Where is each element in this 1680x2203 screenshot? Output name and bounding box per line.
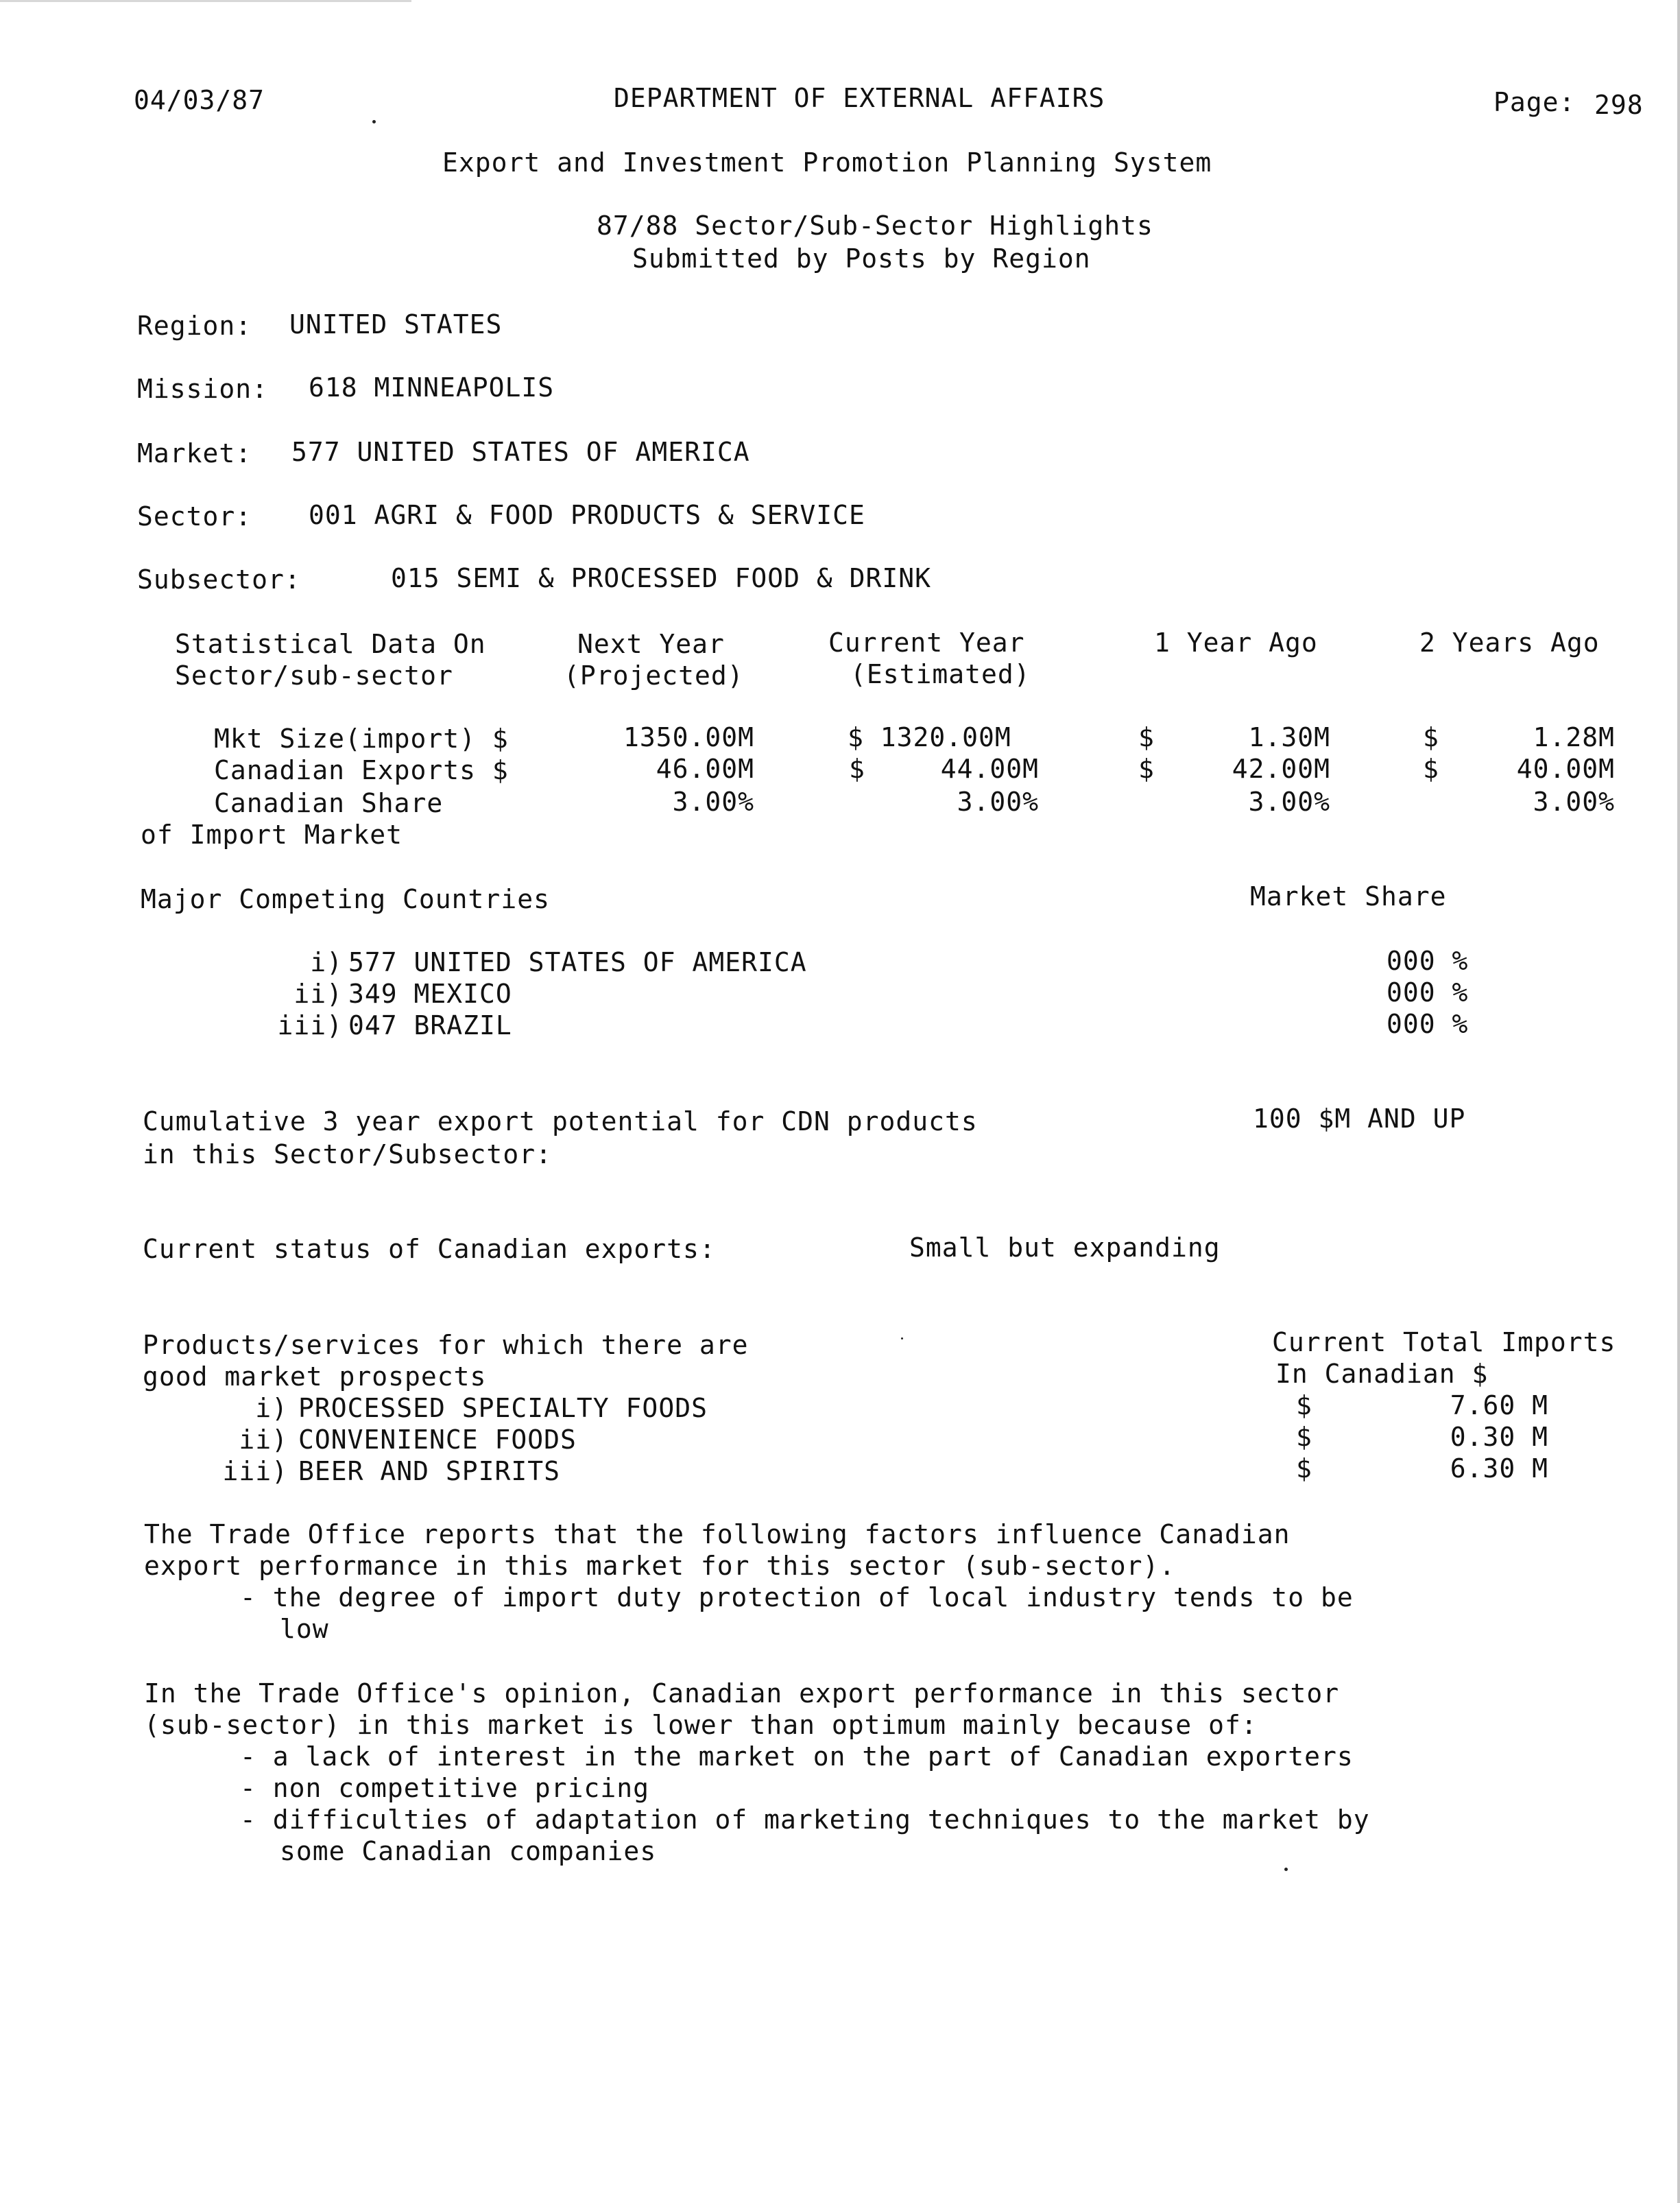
competitors-heading: Major Competing Countries — [141, 884, 550, 914]
current-status-value: Small but expanding — [909, 1233, 1221, 1263]
competitor-1-share: 000 % — [1387, 946, 1469, 976]
mkt-size-2yr-value: 1.28M — [1533, 722, 1615, 752]
exports-2yr-currency: $ — [1423, 754, 1439, 784]
report-subtitle: Submitted by Posts by Region — [632, 243, 1091, 274]
subsector-value: 015 SEMI & PROCESSED FOOD & DRINK — [391, 563, 931, 593]
export-potential-value: 100 $M AND UP — [1253, 1104, 1466, 1134]
prospect-3-currency: $ — [1296, 1453, 1312, 1484]
imports-heading-line2: In Canadian $ — [1275, 1359, 1489, 1389]
factor-item-line2: low — [280, 1614, 329, 1644]
competitor-3-share: 000 % — [1387, 1009, 1469, 1039]
export-potential-label: Cumulative 3 year export potential for CDN products — [143, 1106, 978, 1136]
sector-label: Sector: — [137, 501, 252, 532]
scan-edge-top — [0, 0, 411, 2]
exports-1yr-currency: $ — [1138, 754, 1155, 784]
scan-edge-right — [1677, 0, 1680, 2203]
prospect-1-value: 7.60 M — [1450, 1390, 1548, 1420]
prospects-label-line2: good market prospects — [143, 1361, 487, 1392]
opinion-item-1: - a lack of interest in the market on the part of Canadian exporters — [240, 1741, 1354, 1772]
exports-2yr-value: 40.00M — [1516, 754, 1615, 784]
mission-value: 618 MINNEAPOLIS — [309, 372, 555, 403]
imports-heading: Current Total Imports — [1272, 1327, 1616, 1357]
row-label-mkt-size: Mkt Size(import) $ — [214, 724, 509, 754]
row-label-canadian-share: Canadian Share — [214, 788, 444, 818]
system-title: Export and Investment Promotion Planning System — [442, 147, 1212, 178]
competitor-2-name: 349 MEXICO — [348, 979, 512, 1009]
market-value: 577 UNITED STATES OF AMERICA — [291, 437, 750, 467]
competitor-1-index: i) — [310, 947, 343, 977]
col-next-year: Next Year — [577, 629, 725, 659]
col-next-year-sub: (Projected) — [564, 660, 744, 691]
prospect-2-index: ii) — [239, 1425, 288, 1455]
subsector-label: Subsector: — [137, 564, 301, 595]
prospect-2-value: 0.30 M — [1450, 1422, 1548, 1452]
competitor-1-name: 577 UNITED STATES OF AMERICA — [348, 947, 807, 977]
report-title: 87/88 Sector/Sub-Sector Highlights — [597, 211, 1153, 241]
share-next-year: 3.00% — [672, 787, 754, 817]
opinion-intro: In the Trade Office's opinion, Canadian export performance in this sector — [144, 1678, 1340, 1708]
col-current-year: Current Year — [828, 628, 1025, 658]
scan-speck — [901, 1337, 903, 1339]
col-2-years-ago: 2 Years Ago — [1419, 628, 1600, 658]
competitor-2-share: 000 % — [1387, 977, 1469, 1008]
scan-speck — [1284, 1868, 1288, 1871]
factor-item: - the degree of import duty protection of local industry tends to be — [240, 1582, 1354, 1612]
region-value: UNITED STATES — [289, 309, 503, 340]
export-potential-label-line2: in this Sector/Subsector: — [143, 1139, 552, 1169]
prospect-3-name: BEER AND SPIRITS — [298, 1456, 561, 1486]
stats-heading-line2: Sector/sub-sector — [175, 660, 453, 691]
mkt-size-current-year: $ 1320.00M — [848, 722, 1011, 752]
factors-intro-line2: export performance in this market for this sector (sub-sector). — [144, 1551, 1176, 1581]
mkt-size-1yr-value: 1.30M — [1248, 722, 1330, 752]
current-status-label: Current status of Canadian exports: — [143, 1234, 716, 1264]
mkt-size-2yr-currency: $ — [1423, 722, 1439, 752]
exports-current-currency: $ — [849, 754, 865, 784]
prospect-1-name: PROCESSED SPECIALTY FOODS — [298, 1393, 708, 1423]
department-name: DEPARTMENT OF EXTERNAL AFFAIRS — [614, 83, 1105, 113]
prospect-2-currency: $ — [1296, 1422, 1312, 1452]
opinion-item-2: - non competitive pricing — [240, 1773, 649, 1803]
col-1-year-ago: 1 Year Ago — [1154, 628, 1318, 658]
page-number: 298 — [1594, 90, 1644, 120]
page-label: Page: — [1493, 87, 1576, 117]
share-2yr-ago: 3.00% — [1533, 787, 1615, 817]
region-label: Region: — [137, 311, 252, 341]
prospect-3-index: iii) — [222, 1456, 288, 1486]
col-current-year-sub: (Estimated) — [850, 659, 1031, 689]
prospect-1-currency: $ — [1296, 1390, 1312, 1420]
share-current-year: 3.00% — [957, 787, 1039, 817]
scan-speck — [372, 120, 376, 123]
mission-label: Mission: — [137, 374, 269, 404]
opinion-item-3: - difficulties of adaptation of marketing techniques to the market by — [240, 1805, 1370, 1835]
row-label-canadian-exports: Canadian Exports $ — [214, 755, 509, 785]
opinion-item-3-line2: some Canadian companies — [280, 1836, 657, 1866]
exports-current-value: 44.00M — [940, 754, 1039, 784]
opinion-intro-line2: (sub-sector) in this market is lower than optimum mainly because of: — [144, 1710, 1258, 1740]
prospect-1-index: i) — [255, 1393, 288, 1423]
competitor-3-index: iii) — [277, 1010, 343, 1040]
market-share-heading: Market Share — [1250, 881, 1447, 912]
mkt-size-next-year: 1350.00M — [623, 722, 754, 752]
share-1yr-ago: 3.00% — [1248, 787, 1330, 817]
competitor-2-index: ii) — [293, 979, 343, 1009]
exports-next-year: 46.00M — [656, 754, 754, 784]
sector-value: 001 AGRI & FOOD PRODUCTS & SERVICE — [309, 500, 865, 530]
market-label: Market: — [137, 438, 252, 468]
exports-1yr-value: 42.00M — [1232, 754, 1330, 784]
row-label-import-market: of Import Market — [141, 820, 403, 850]
stats-heading: Statistical Data On — [175, 629, 486, 659]
competitor-3-name: 047 BRAZIL — [348, 1010, 512, 1040]
report-date: 04/03/87 — [134, 85, 265, 115]
mkt-size-1yr-currency: $ — [1138, 722, 1155, 752]
factors-intro: The Trade Office reports that the following factors influence Canadian — [144, 1519, 1291, 1549]
prospect-3-value: 6.30 M — [1450, 1453, 1548, 1484]
prospects-label: Products/services for which there are — [143, 1330, 749, 1360]
prospect-2-name: CONVENIENCE FOODS — [298, 1425, 577, 1455]
